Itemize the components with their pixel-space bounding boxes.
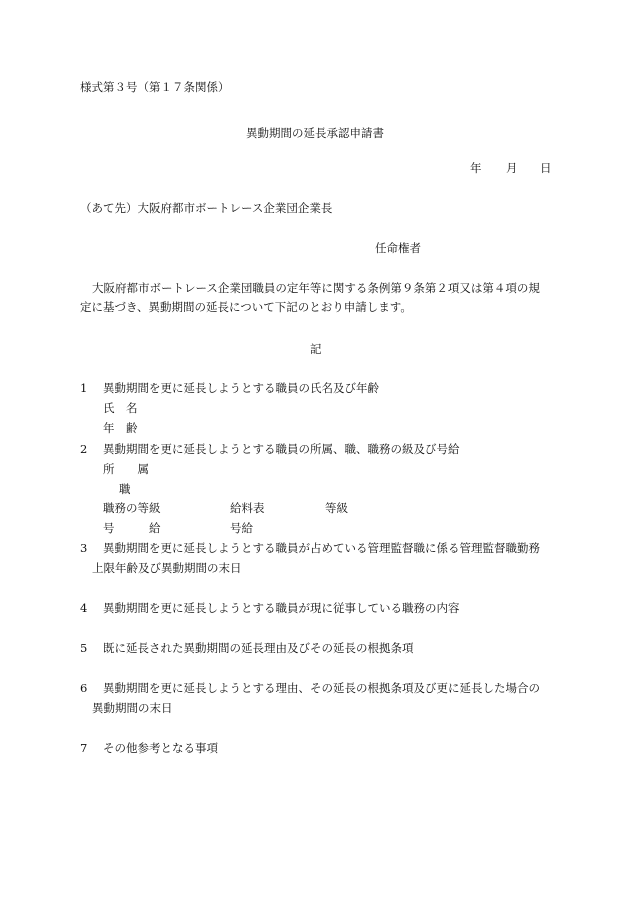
item-6-text-line-2: 異動期間の末日 [92, 701, 173, 715]
item-6-number: 6 [80, 681, 88, 695]
date-field [470, 163, 560, 177]
item-4-number: 4 [80, 601, 88, 615]
item-6-text-line-1: 異動期間を更に延長しようとする理由、その延長の根拠条項及び更に延長した場合の [103, 681, 540, 695]
form-number: 様式第３号（第１７条関係） [80, 80, 230, 94]
item-1-number: 1 [80, 381, 88, 395]
date-month: 月 [506, 161, 518, 175]
item-2-gou-suffix: 号給 [230, 521, 253, 535]
addressee: （あて先）大阪府都市ボートレース企業団企業長 [80, 201, 333, 215]
item-1-text: 異動期間を更に延長しようとする職員の氏名及び年齢 [103, 381, 379, 395]
item-2-grade-suffix: 等級 [325, 501, 348, 515]
item-4-text: 異動期間を更に延長しようとする職員が現に従事している職務の内容 [103, 601, 460, 615]
item-3-number: 3 [80, 541, 88, 555]
document-title: 異動期間の延長承認申請書 [246, 126, 384, 140]
item-1-age-label: 年 齢 [103, 421, 138, 435]
item-5-number: 5 [80, 641, 88, 655]
item-2-gou-label: 号 給 [103, 521, 161, 535]
date-day: 日 [540, 161, 552, 175]
item-2-position-label: 職 [119, 482, 131, 496]
item-1-name-label: 氏 名 [103, 401, 138, 415]
item-2-grade-label: 職務の等級 [103, 501, 161, 515]
item-2-affiliation-label: 所 属 [103, 462, 149, 476]
appointer-label: 任命権者 [375, 241, 421, 255]
body-line-1: 大阪府都市ボートレース企業団職員の定年等に関する条例第９条第２項又は第４項の規 [92, 281, 540, 295]
item-2-text: 異動期間を更に延長しようとする職員の所属、職、職務の級及び号給 [103, 442, 460, 456]
item-7-text: その他参考となる事項 [103, 741, 218, 755]
item-3-text-line-2: 上限年齢及び異動期間の末日 [92, 561, 242, 575]
item-2-number: 2 [80, 442, 88, 456]
date-year: 年 [470, 161, 482, 175]
item-2-salary-table-label: 給料表 [230, 501, 265, 515]
body-line-2: 定に基づき、異動期間の延長について下記のとおり申請します。 [80, 300, 412, 314]
item-5-text: 既に延長された異動期間の延長理由及びその延長の根拠条項 [103, 641, 414, 655]
ki-heading: 記 [310, 342, 322, 356]
item-3-text-line-1: 異動期間を更に延長しようとする職員が占めている管理監督職に係る管理監督職勤務 [103, 541, 540, 555]
item-7-number: 7 [80, 741, 88, 755]
